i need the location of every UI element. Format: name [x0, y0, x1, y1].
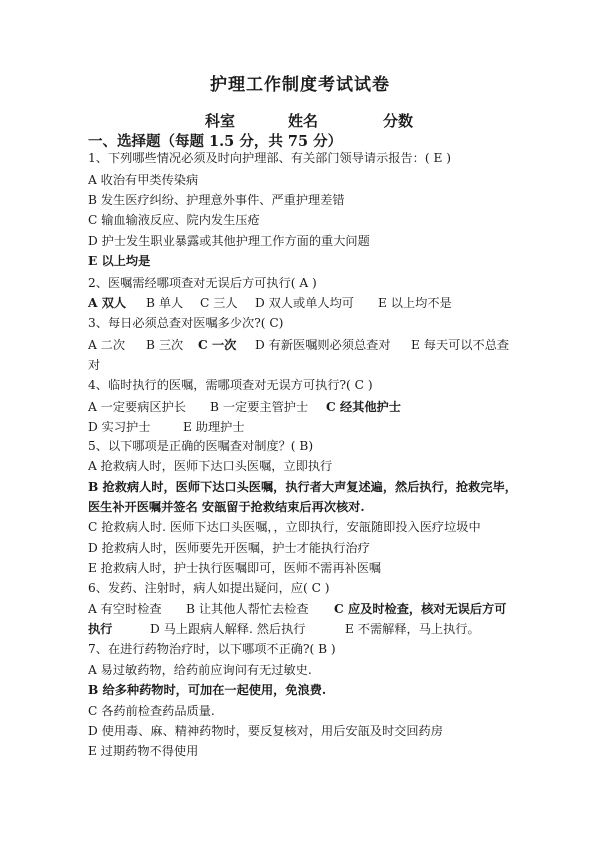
exam-header-row — [0, 110, 600, 130]
q6-option-a: A 有空时检查 — [88, 602, 162, 616]
q6-option-d: D 马上跟病人解释. 然后执行 — [150, 622, 306, 636]
q2-options — [88, 295, 588, 312]
q5-option-c: C 抢救病人时. 医师下达口头医嘱，，立即执行，安瓿随即投入医疗垃圾中 — [88, 520, 481, 534]
q2-option-b: B 单人 — [146, 296, 184, 310]
q2-option-e: E 以上均不是 — [378, 296, 452, 310]
q7-option-b: B 给多种药物时，可加在一起使用，免浪费. — [88, 683, 327, 697]
name-label: 姓名 — [288, 112, 319, 130]
q6-options-row2 — [88, 621, 588, 638]
score-label: 分数 — [383, 112, 414, 130]
q7-option-e: E 过期药物不得使用 — [88, 744, 199, 758]
q4-stem: 4、临时执行的医嘱，需哪项查对无误方可执行?( C ) — [88, 378, 373, 392]
q6-option-c: C 应及时检查，核对无误后方可 — [334, 602, 507, 616]
q5-option-a: A 抢救病人时，医师下达口头医嘱，立即执行 — [88, 459, 333, 473]
q4-option-d: D 实习护士 — [88, 420, 151, 434]
q5-option-d: D 抢救病人时，医师要先开医嘱，护士才能执行治疗 — [88, 541, 370, 555]
q4-option-b: B 一定要主管护士 — [210, 400, 309, 414]
q4-option-c: C 经其他护士 — [326, 400, 401, 414]
q2-option-d: D 双人或单人均可 — [255, 296, 354, 310]
q3-options — [88, 337, 588, 354]
q3-option-e: E 每天可以不总查 — [411, 338, 510, 352]
q6-option-c-continued: 执行 — [88, 622, 113, 636]
q3-stem: 3、每日必须总查对医嘱多少次?( C) — [88, 316, 284, 330]
q5-option-b: B 抢救病人时，医师下达口头医嘱，执行者大声复述遍，然后执行，抢救完毕， — [88, 480, 517, 494]
q5-option-e: E 抢救病人时，护士执行医嘱即可，医师不需再补医嘱 — [88, 561, 382, 575]
q1-stem: 1、下列哪些情况必须及时向护理部、有关部门领导请示报告：( E ) — [88, 151, 451, 165]
q6-option-e: E 不需解释，马上执行。 — [345, 622, 480, 636]
q5-option-b-continued: 医生补开医嘱并签名 安瓿留于抢救结束后再次核对. — [88, 500, 365, 514]
dept-label: 科室 — [205, 112, 236, 130]
q2-option-c: C 三人 — [200, 296, 238, 310]
q7-option-a: A 易过敏药物，给药前应询问有无过敏史. — [88, 663, 312, 677]
q5-stem: 5、以下哪项是正确的医嘱查对制度？( B) — [88, 439, 314, 453]
q3-option-d: D 有新医嘱则必须总查对 — [255, 338, 391, 352]
q6-option-b: B 让其他人帮忙去检查 — [186, 602, 309, 616]
q7-stem: 7、在进行药物治疗时，以下哪项不正确?( B ) — [88, 642, 336, 656]
q3-option-a: A 二次 — [88, 338, 126, 352]
q1-option-c: C 输血输液反应、院内发生压疮 — [88, 213, 260, 227]
q7-option-d: D 使用毒、麻、精神药物时，要反复核对，用后安瓿及时交回药房 — [88, 724, 443, 738]
q4-option-e: E 助理护士 — [183, 420, 245, 434]
q2-stem: 2、医嘱需经哪项查对无误后方可执行( A ) — [88, 276, 317, 290]
q2-option-a: A 双人 — [88, 296, 127, 310]
q7-option-c: C 各药前检查药品质量. — [88, 704, 215, 718]
exam-title: 护理工作制度考试试卷 — [210, 75, 390, 95]
q4-options-row1 — [88, 399, 588, 416]
q3-option-c: C 一次 — [198, 338, 237, 352]
q1-option-d: D 护士发生职业暴露或其他护理工作方面的重大问题 — [88, 234, 370, 248]
q3-option-e-continued: 对 — [88, 358, 101, 372]
q4-option-a: A 一定要病区护长 — [88, 400, 186, 414]
q6-options-row1 — [88, 601, 588, 618]
q1-option-b: B 发生医疗纠纷、护理意外事件、严重护理差错 — [88, 193, 345, 207]
q4-options-row2 — [88, 419, 588, 436]
q6-stem: 6、发药、注射时，病人如提出疑问，应( C ) — [88, 581, 330, 595]
q1-option-e: E 以上均是 — [88, 254, 151, 268]
q3-option-b: B 三次 — [146, 338, 184, 352]
section-heading: 一、选择题（每题 1.5 分，共 75 分） — [88, 133, 343, 150]
q1-option-a: A 收治有甲类传染病 — [88, 173, 199, 187]
